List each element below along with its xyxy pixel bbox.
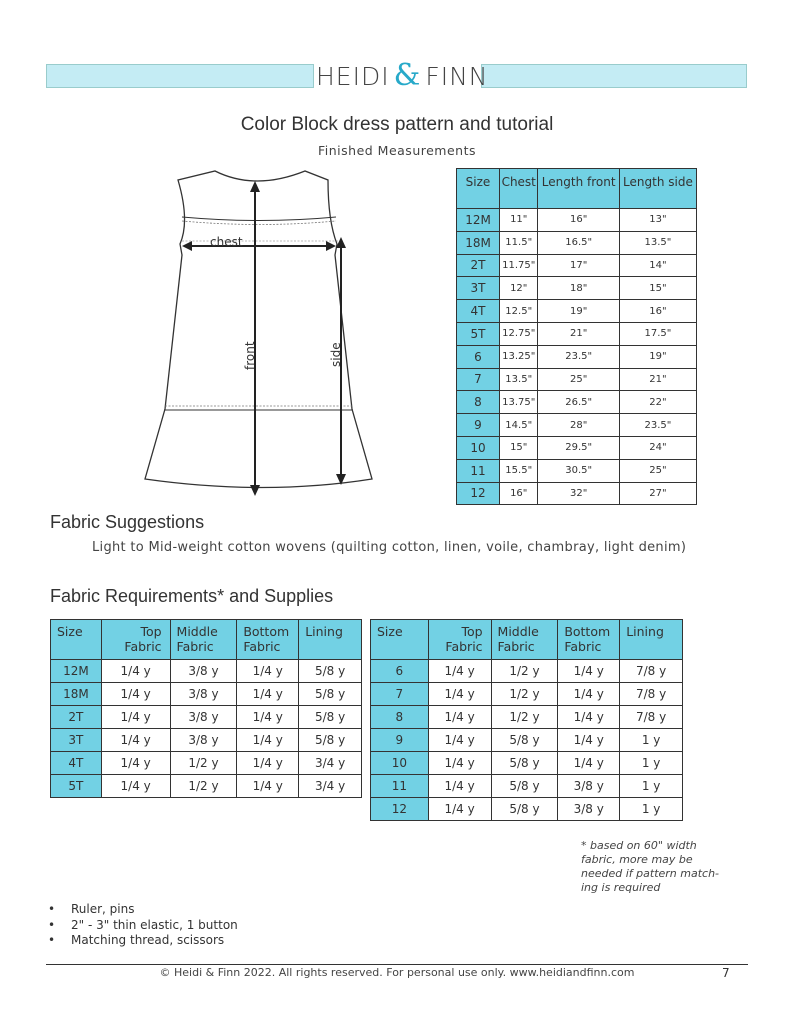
finished-row — [457, 391, 697, 414]
req1-cell: 1/4 y — [101, 683, 170, 706]
finished-cell: 14" — [619, 254, 696, 277]
finished-row — [457, 482, 697, 505]
finished-cell: 27" — [619, 482, 696, 505]
finished-cell: 25" — [538, 368, 619, 391]
req2-cell: 5/8 y — [491, 798, 558, 821]
finished-cell: 18" — [538, 277, 619, 300]
logo-right: FINN — [425, 62, 489, 91]
footer-copyright: © Heidi & Finn 2022. All rights reserved. For personal use only. www.heidiandfinn.com — [159, 966, 635, 979]
req2-row — [371, 752, 683, 775]
req2-cell: 7/8 y — [620, 660, 683, 683]
finished-row — [457, 209, 697, 232]
note-line: * based on 60" width — [581, 839, 697, 852]
req1-cell: 5T — [51, 775, 102, 798]
req2-header-size: Size — [371, 620, 429, 660]
width-footnote — [581, 839, 741, 895]
header-chest: Chest — [500, 169, 538, 209]
finished-cell: 13.25" — [500, 345, 538, 368]
req2-cell: 1 y — [620, 798, 683, 821]
supply-item: • 2" - 3" thin elastic, 1 button — [48, 918, 238, 934]
dress-outline — [145, 171, 372, 488]
finished-row — [457, 277, 697, 300]
req2-cell: 1/2 y — [491, 706, 558, 729]
req1-row — [51, 660, 362, 683]
logo-ampersand: & — [393, 58, 422, 93]
req1-cell: 1/2 y — [170, 775, 237, 798]
req1-cell: 3/8 y — [170, 729, 237, 752]
req2-cell: 5/8 y — [491, 752, 558, 775]
finished-cell: 5T — [457, 322, 500, 345]
req2-cell: 6 — [371, 660, 429, 683]
req1-row — [51, 683, 362, 706]
req2-row — [371, 775, 683, 798]
finished-cell: 26.5" — [538, 391, 619, 414]
finished-cell: 29.5" — [538, 436, 619, 459]
req2-cell: 1 y — [620, 752, 683, 775]
finished-row — [457, 345, 697, 368]
req1-row — [51, 706, 362, 729]
req2-cell: 7 — [371, 683, 429, 706]
req2-cell: 1 y — [620, 729, 683, 752]
finished-cell: 12.75" — [500, 322, 538, 345]
finished-cell: 19" — [538, 300, 619, 323]
req2-cell: 3/8 y — [558, 798, 620, 821]
finished-cell: 11.75" — [500, 254, 538, 277]
page-subtitle: Finished Measurements — [317, 143, 476, 158]
req1-cell: 3T — [51, 729, 102, 752]
req2-header-middle: Middle Fabric — [491, 620, 558, 660]
note-line: needed if pattern match- — [581, 867, 720, 880]
req1-cell: 1/4 y — [101, 706, 170, 729]
front-label: front — [243, 341, 257, 370]
req2-cell: 1/4 y — [428, 752, 491, 775]
req2-cell: 1/4 y — [558, 729, 620, 752]
logo-left: HEIDI — [316, 62, 390, 91]
finished-cell: 22" — [619, 391, 696, 414]
req1-cell: 1/4 y — [101, 729, 170, 752]
finished-cell: 11.5" — [500, 231, 538, 254]
finished-cell: 23.5" — [619, 414, 696, 437]
finished-cell: 6 — [457, 345, 500, 368]
side-label: side — [329, 342, 343, 367]
req1-header-top: Top Fabric — [101, 620, 170, 660]
req2-row — [371, 729, 683, 752]
finished-cell: 16" — [619, 300, 696, 323]
finished-cell: 13.5" — [619, 231, 696, 254]
yoke-line — [182, 217, 336, 221]
req2-row — [371, 798, 683, 821]
fabric-requirements-heading: Fabric Requirements* and Supplies — [50, 586, 334, 606]
req1-cell: 3/8 y — [170, 706, 237, 729]
finished-cell: 32" — [538, 482, 619, 505]
req2-cell: 1/4 y — [558, 660, 620, 683]
finished-header-row — [457, 169, 697, 209]
front-arrow-bottom-head — [250, 485, 260, 496]
req1-cell: 5/8 y — [299, 729, 362, 752]
req2-header-bottom: Bottom Fabric — [558, 620, 620, 660]
chest-arrow-right-head — [326, 241, 336, 251]
req1-cell: 4T — [51, 752, 102, 775]
req2-cell: 1/4 y — [428, 775, 491, 798]
req1-cell: 1/4 y — [237, 775, 299, 798]
header-length-front: Length front — [538, 169, 619, 209]
finished-cell: 28" — [538, 414, 619, 437]
finished-cell: 12" — [500, 277, 538, 300]
finished-cell: 12M — [457, 209, 500, 232]
req2-header-lining: Lining — [620, 620, 683, 660]
req1-row — [51, 729, 362, 752]
req2-cell: 10 — [371, 752, 429, 775]
finished-cell: 17" — [538, 254, 619, 277]
finished-cell: 9 — [457, 414, 500, 437]
chest-label: chest — [210, 235, 243, 249]
req1-cell: 3/4 y — [299, 752, 362, 775]
finished-cell: 4T — [457, 300, 500, 323]
req1-cell: 5/8 y — [299, 706, 362, 729]
finished-cell: 30.5" — [538, 459, 619, 482]
req1-header-lining: Lining — [299, 620, 362, 660]
finished-cell: 23.5" — [538, 345, 619, 368]
req2-row — [371, 683, 683, 706]
req2-cell: 1/4 y — [558, 706, 620, 729]
req1-header-size: Size — [51, 620, 102, 660]
finished-cell: 16.5" — [538, 231, 619, 254]
req2-cell: 1/4 y — [428, 683, 491, 706]
req1-body — [51, 660, 362, 798]
finished-row — [457, 459, 697, 482]
finished-row — [457, 436, 697, 459]
req1-cell: 1/4 y — [101, 752, 170, 775]
req1-header-middle: Middle Fabric — [170, 620, 237, 660]
finished-cell: 25" — [619, 459, 696, 482]
finished-cell: 16" — [538, 209, 619, 232]
finished-cell: 19" — [619, 345, 696, 368]
note-line: ing is required — [581, 881, 661, 894]
req1-cell: 1/4 y — [101, 660, 170, 683]
finished-row — [457, 231, 697, 254]
supply-item: • Matching thread, scissors — [48, 933, 238, 949]
req1-cell: 1/4 y — [237, 683, 299, 706]
finished-row — [457, 254, 697, 277]
finished-cell: 13.5" — [500, 368, 538, 391]
finished-cell: 21" — [619, 368, 696, 391]
finished-cell: 12.5" — [500, 300, 538, 323]
finished-cell: 18M — [457, 231, 500, 254]
req2-cell: 5/8 y — [491, 729, 558, 752]
finished-cell: 8 — [457, 391, 500, 414]
req1-cell: 3/8 y — [170, 683, 237, 706]
req2-cell: 9 — [371, 729, 429, 752]
req2-row — [371, 660, 683, 683]
supplies-list — [48, 902, 238, 949]
req2-cell: 12 — [371, 798, 429, 821]
finished-cell: 15" — [619, 277, 696, 300]
req1-cell: 3/4 y — [299, 775, 362, 798]
fabric-requirements-table-1 — [50, 619, 362, 798]
finished-cell: 13.75" — [500, 391, 538, 414]
footer-divider — [46, 964, 748, 965]
req2-cell: 1/4 y — [428, 729, 491, 752]
finished-table-body — [457, 209, 697, 505]
finished-cell: 14.5" — [500, 414, 538, 437]
dress-diagram — [140, 166, 380, 501]
req1-cell: 1/4 y — [237, 752, 299, 775]
req2-cell: 1/4 y — [558, 752, 620, 775]
req2-cell: 8 — [371, 706, 429, 729]
req1-cell: 18M — [51, 683, 102, 706]
header-bar-left — [46, 64, 314, 88]
req1-cell: 1/4 y — [237, 660, 299, 683]
finished-cell: 3T — [457, 277, 500, 300]
side-arrow-top-head — [336, 237, 346, 248]
req2-cell: 1/2 y — [491, 683, 558, 706]
req2-cell: 1/4 y — [428, 706, 491, 729]
req1-cell: 12M — [51, 660, 102, 683]
req1-row — [51, 752, 362, 775]
finished-cell: 12 — [457, 482, 500, 505]
finished-cell: 15" — [500, 436, 538, 459]
fabric-requirements-table-2 — [370, 619, 683, 821]
finished-measurements-table — [456, 168, 697, 505]
header-bar-right — [481, 64, 747, 88]
finished-cell: 16" — [500, 482, 538, 505]
req2-cell: 1 y — [620, 775, 683, 798]
note-line: fabric, more may be — [581, 853, 693, 866]
finished-cell: 10 — [457, 436, 500, 459]
req1-cell: 3/8 y — [170, 660, 237, 683]
req1-row — [51, 775, 362, 798]
header-length-side: Length side — [619, 169, 696, 209]
finished-cell: 11 — [457, 459, 500, 482]
finished-cell: 21" — [538, 322, 619, 345]
req2-cell: 1/4 y — [428, 798, 491, 821]
front-arrow-top-head — [250, 181, 260, 192]
req2-body — [371, 660, 683, 821]
req1-cell: 5/8 y — [299, 660, 362, 683]
req2-cell: 5/8 y — [491, 775, 558, 798]
fabric-suggestions-text: Light to Mid-weight cotton wovens (quilting cotton, linen, voile, chambray, light denim) — [92, 540, 687, 555]
req1-cell: 1/2 y — [170, 752, 237, 775]
page-title: Color Block dress pattern and tutorial — [240, 114, 554, 135]
finished-row — [457, 300, 697, 323]
finished-cell: 24" — [619, 436, 696, 459]
finished-cell: 13" — [619, 209, 696, 232]
header-size: Size — [457, 169, 500, 209]
finished-cell: 7 — [457, 368, 500, 391]
finished-row — [457, 414, 697, 437]
req2-header-top: Top Fabric — [428, 620, 491, 660]
finished-cell: 11" — [500, 209, 538, 232]
req2-cell: 11 — [371, 775, 429, 798]
req1-cell: 1/4 y — [237, 706, 299, 729]
fabric-suggestions-heading: Fabric Suggestions — [50, 512, 205, 532]
req1-cell: 1/4 y — [237, 729, 299, 752]
req1-header-bottom: Bottom Fabric — [237, 620, 299, 660]
req2-cell: 1/4 y — [428, 660, 491, 683]
req2-row — [371, 706, 683, 729]
req2-cell: 7/8 y — [620, 706, 683, 729]
req1-header-row — [51, 620, 362, 660]
chest-arrow-left-head — [182, 241, 192, 251]
req2-cell: 3/8 y — [558, 775, 620, 798]
finished-cell: 17.5" — [619, 322, 696, 345]
finished-cell: 2T — [457, 254, 500, 277]
finished-cell: 15.5" — [500, 459, 538, 482]
yoke-seam — [182, 221, 336, 225]
req2-cell: 1/4 y — [558, 683, 620, 706]
req1-cell: 2T — [51, 706, 102, 729]
finished-row — [457, 322, 697, 345]
req2-cell: 1/2 y — [491, 660, 558, 683]
req2-header-row — [371, 620, 683, 660]
page-number: 7 — [722, 966, 730, 980]
supply-item: • Ruler, pins — [48, 902, 238, 918]
req2-cell: 7/8 y — [620, 683, 683, 706]
finished-row — [457, 368, 697, 391]
req1-cell: 1/4 y — [101, 775, 170, 798]
brand-logo — [316, 56, 489, 96]
req1-cell: 5/8 y — [299, 683, 362, 706]
